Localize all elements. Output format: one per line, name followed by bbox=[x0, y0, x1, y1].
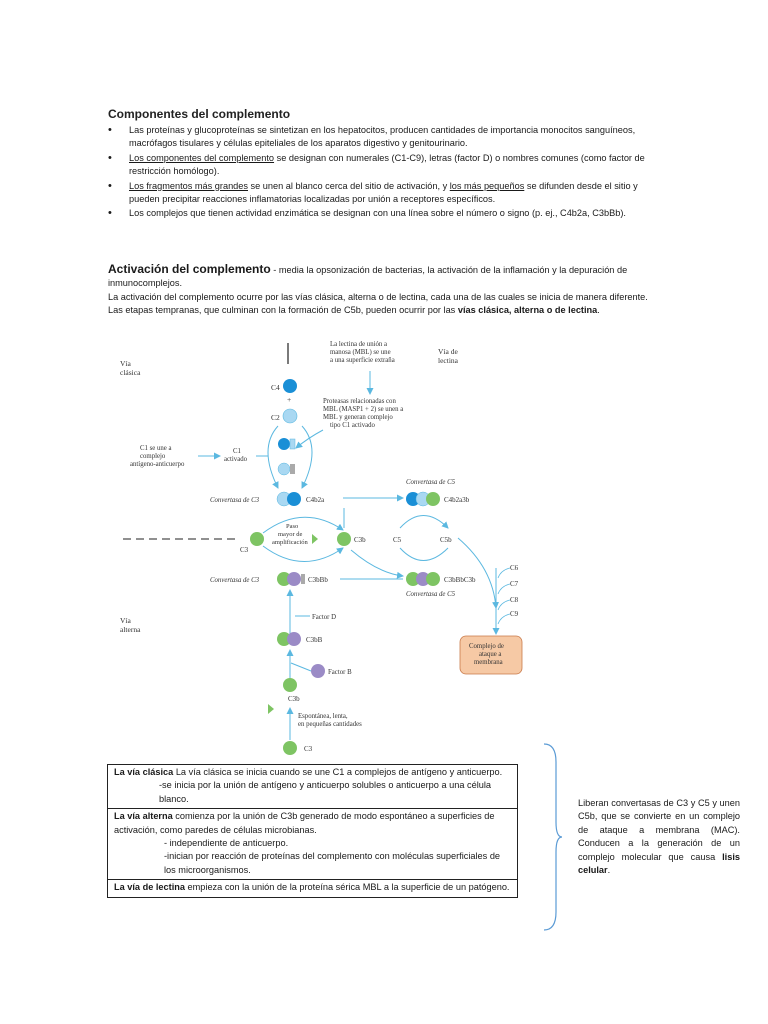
svg-text:C3bBb: C3bBb bbox=[308, 576, 328, 584]
svg-text:Factor D: Factor D bbox=[312, 614, 336, 621]
c4-label: C4 bbox=[271, 383, 280, 392]
svg-text:C3bBbC3b: C3bBbC3b bbox=[444, 576, 476, 584]
list-item: • Los fragmentos más grandes se unen al blanco cerca del sitio de activación, y los más pequeños se difunden desde el sitio y pueden precipitar reacciones inflamatorias localizadas por unión a receptores específicos. bbox=[108, 180, 668, 207]
svg-text:C5b: C5b bbox=[440, 536, 452, 544]
complement-pathway-diagram bbox=[118, 338, 548, 768]
c2-label: C2 bbox=[271, 413, 280, 422]
mac-label: Complejo de ataque a membrana bbox=[469, 643, 504, 666]
paso-label: Paso mayor de amplificación bbox=[272, 523, 308, 546]
via-lectina-label: Vía de lectina bbox=[438, 347, 458, 365]
svg-text:Factor B: Factor B bbox=[328, 669, 352, 676]
svg-text:C8: C8 bbox=[510, 596, 519, 604]
svg-text:C7: C7 bbox=[510, 580, 519, 588]
table-row: La vía de lectina empieza con la unión de la proteína sérica MBL a la superficie de un patógeno. bbox=[108, 880, 518, 897]
via-clasica-label: Vía clásica bbox=[120, 359, 141, 377]
svg-text:C5: C5 bbox=[393, 536, 402, 544]
side-note: Liberan convertasas de C3 y C5 y unen C5b, que se convierte en un complejo de ataque a membrana (MAC). Conducen a la generación de un complejo molecular que causa lisis celular. bbox=[578, 798, 740, 876]
mbl-text: La lectina de unión a manosa (MBL) se une a una superficie extraña bbox=[330, 341, 395, 364]
svg-text:Convertasa de C5: Convertasa de C5 bbox=[406, 591, 456, 598]
componentes-list bbox=[108, 124, 668, 222]
pathway-svg bbox=[118, 338, 548, 768]
svg-text:+: + bbox=[287, 395, 292, 404]
vias-table bbox=[107, 764, 518, 898]
masp-text: Proteasas relacionadas con MBL (MASP1 + 2) se unen a MBL y generan complejo tipo C1 activado bbox=[323, 398, 404, 429]
espontanea-label: Espontánea, lenta, en pequeñas cantidades bbox=[298, 713, 362, 728]
list-item: • Los complejos que tienen actividad enzimática se designan con una línea sobre el número o signo (p. ej., C4b2a, C3bBb). bbox=[108, 207, 668, 220]
list-item: • Los componentes del complemento se designan con numerales (C1-C9), letras (factor D) o nombres comunes (como factor de restricción homólogo). bbox=[108, 152, 668, 179]
activacion-section: Activación del complemento - media la opsonización de bacterias, la activación de la inflamación y la depuración de inmunocomplejos. La activación del complemento ocurre por las vías clásica, alterna o de lectina, cada una de las cuales se inicia de manera diferente. Las etapas tempranas, que culminan con la formación de C5b, pueden ocurrir por las vías clásica, alterna o de lectina. bbox=[108, 263, 668, 318]
svg-text:C3b: C3b bbox=[288, 695, 300, 703]
activacion-para1: La activación del complemento ocurre por las vías clásica, alterna o de lectina, cada una de las cuales se inicia de manera diferente. bbox=[108, 291, 648, 302]
section-title-componentes: Componentes del complemento bbox=[108, 107, 291, 121]
activacion-para2: Las etapas tempranas, que culminan con la formación de C5b, pueden ocurrir por las vías clásica, alterna o de lectina. bbox=[108, 305, 600, 316]
svg-text:Convertasa de C3: Convertasa de C3 bbox=[210, 577, 260, 584]
table-row: La vía alterna comienza por la unión de C3b generado de modo espontáneo a superficies de activación, como paredes de células microbianas. - independiente de anticuerpo. -inician por reacción de proteínas del complemento con moléculas superficiales de los microorganismos. bbox=[108, 809, 518, 880]
list-item: • Las proteínas y glucoproteínas se sintetizan en los hepatocitos, producen cantidades de importancia monocitos sanguíneos, macrófagos tisulares y células epiteliales de los aparatos digestivo y genitourinario. bbox=[108, 124, 668, 151]
factor-b-circle bbox=[311, 664, 325, 678]
c1-activado: C1 activado bbox=[224, 448, 248, 463]
c2-circle bbox=[283, 409, 297, 423]
svg-text:C9: C9 bbox=[510, 610, 519, 618]
svg-text:Convertasa de C3: Convertasa de C3 bbox=[210, 497, 260, 504]
svg-text:C6: C6 bbox=[510, 564, 519, 572]
c1-text: C1 se une a complejo antígeno-anticuerpo bbox=[130, 445, 185, 468]
table-row: La vía clásica La vía clásica se inicia cuando se une C1 a complejos de antígeno y anticuerpo. -se inicia por la unión de antígeno y anticuerpo solubles o anticuerpo a una célula blanco. bbox=[108, 765, 518, 809]
svg-text:Convertasa de C5: Convertasa de C5 bbox=[406, 479, 456, 486]
svg-text:C3bB: C3bB bbox=[306, 636, 323, 644]
svg-text:C3: C3 bbox=[240, 546, 249, 554]
c4-circle bbox=[283, 379, 297, 393]
svg-text:C4b2a: C4b2a bbox=[306, 496, 325, 504]
via-alterna-label: Vía alterna bbox=[120, 616, 141, 634]
section-title-activacion: Activación del complemento bbox=[108, 262, 271, 276]
svg-text:C3b: C3b bbox=[354, 536, 366, 544]
svg-text:C3: C3 bbox=[304, 745, 313, 753]
brace-icon bbox=[540, 742, 564, 932]
svg-text:C4b2a3b: C4b2a3b bbox=[444, 496, 470, 504]
